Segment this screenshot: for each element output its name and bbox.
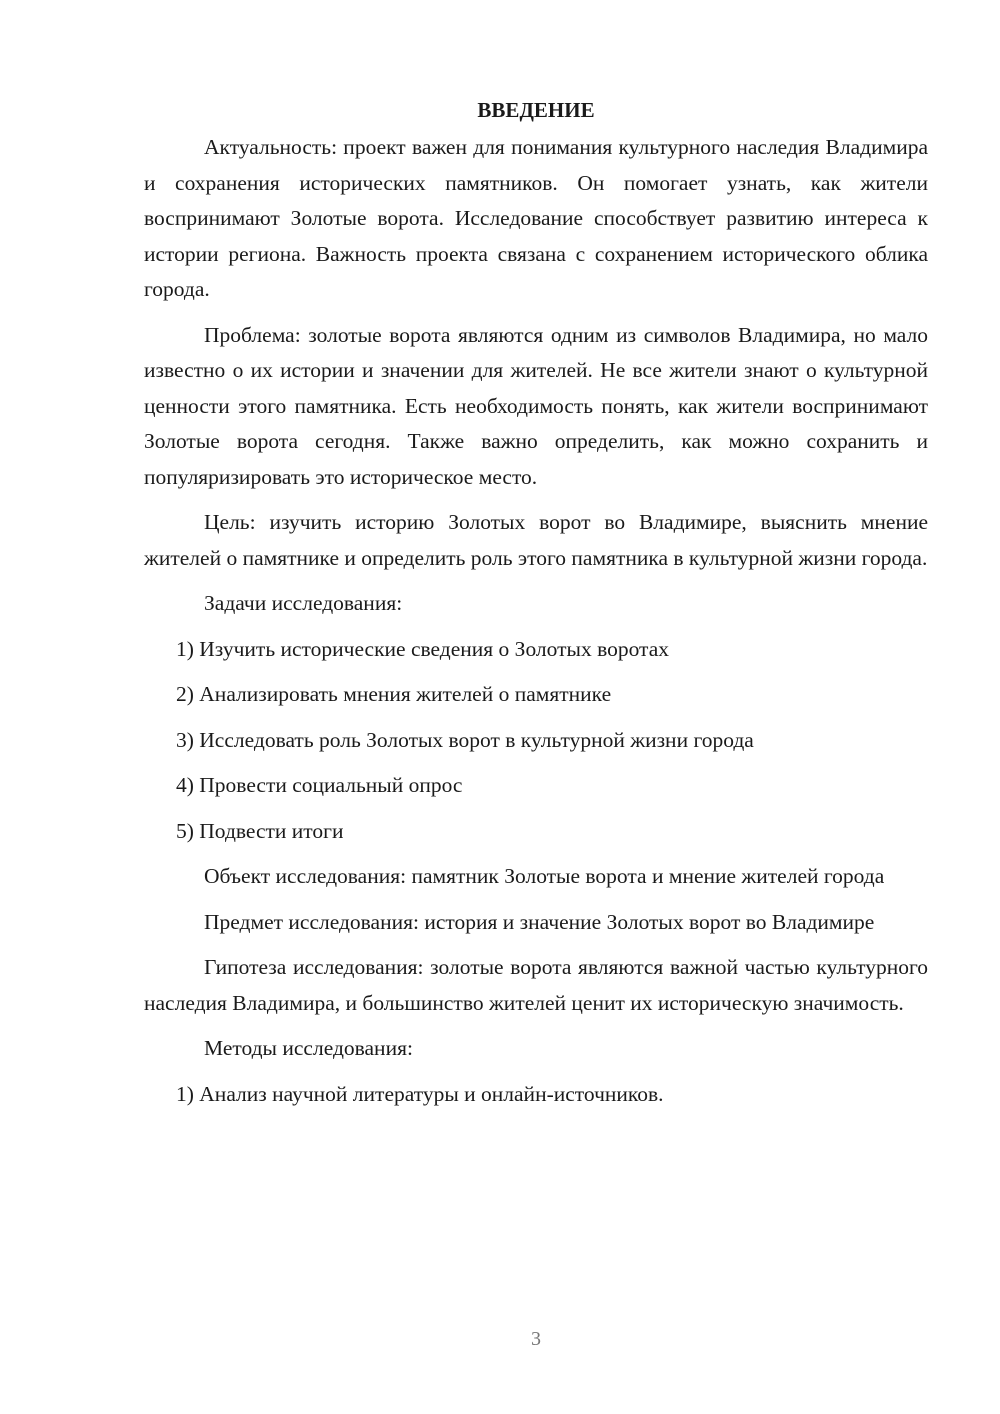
task-item-5: 5) Подвести итоги bbox=[176, 818, 344, 843]
task-item-2: 2) Анализировать мнения жителей о памятнике bbox=[176, 682, 612, 706]
document-title: ВВЕДЕНИЕ bbox=[477, 98, 595, 122]
methods-heading: Методы исследования: bbox=[204, 1036, 413, 1060]
paragraph-subject: Предмет исследования: история и значение Золотых ворот во Владимире bbox=[204, 909, 875, 934]
paragraph-object: Объект исследования: памятник Золотые ворота и мнение жителей города bbox=[204, 864, 885, 888]
task-item-4: 4) Провести социальный опрос bbox=[176, 773, 463, 797]
paragraph-hypothesis: Гипотеза исследования: золотые ворота являются важной частью культурного наследия Владимира, и большинство жителей ценит их историческую значимость. bbox=[144, 955, 928, 1015]
tasks-heading: Задачи исследования: bbox=[204, 591, 403, 615]
method-item-1: 1) Анализ научной литературы и онлайн-источников. bbox=[176, 1081, 664, 1106]
paragraph-relevance: Актуальность: проект важен для понимания культурного наследия Владимира и сохранения исторических памятников. Он помогает узнать, как жители воспринимают Золотые ворота. Исследование способствует развитию интереса к истории региона. Важность проекта связана с сохранением исторического облика города. bbox=[144, 135, 928, 301]
paragraph-goal: Цель: изучить историю Золотых ворот во Владимире, выяснить мнение жителей о памятнике и определить роль этого памятника в культурной жизни города. bbox=[144, 510, 928, 570]
paragraph-problem: Проблема: золотые ворота являются одним из символов Владимира, но мало известно о их истории и значении для жителей. Не все жители знают о культурной ценности этого памятника. Есть необходимость понять, как жители воспринимают Золотые ворота сегодня. Также важно определить, как можно сохранить и популяризировать это историческое место. bbox=[144, 322, 928, 489]
task-item-1: 1) Изучить исторические сведения о Золотых воротах bbox=[176, 636, 669, 661]
document-page bbox=[144, 92, 928, 1122]
page-number: 3 bbox=[531, 1328, 541, 1350]
task-item-3: 3) Исследовать роль Золотых ворот в культурной жизни города bbox=[176, 727, 754, 752]
